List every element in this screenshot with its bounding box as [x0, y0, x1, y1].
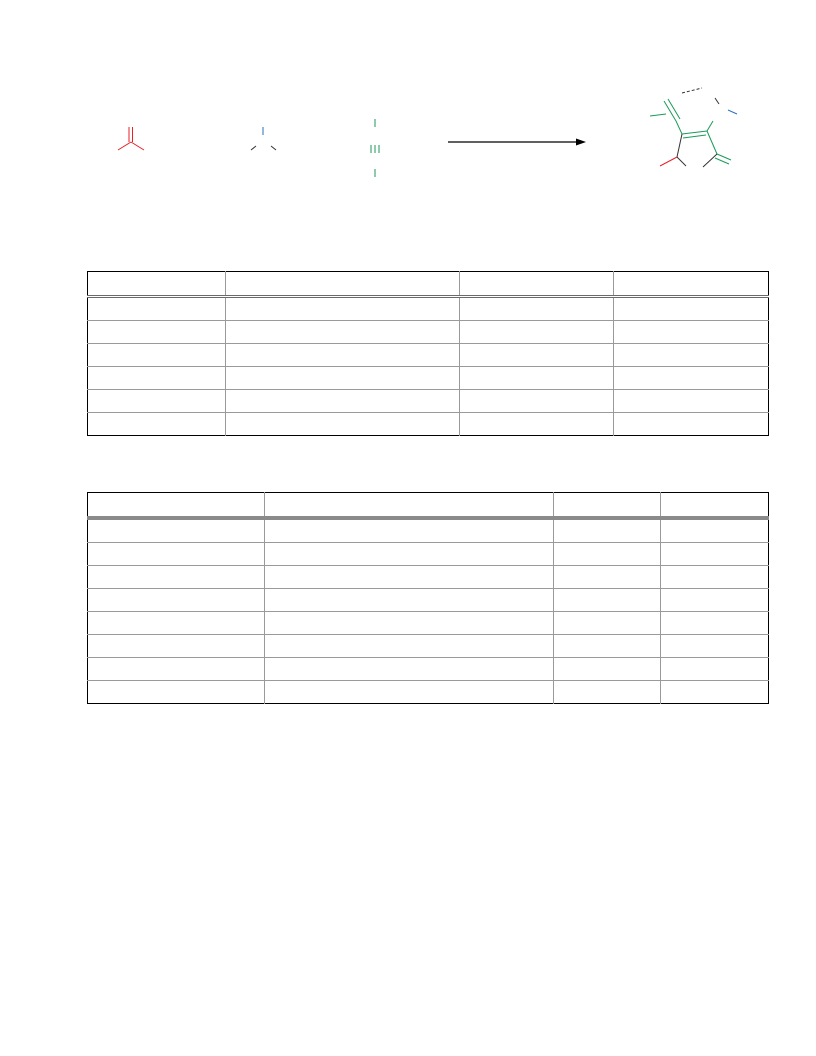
- table-cell: [554, 543, 661, 566]
- table-cell: [88, 413, 226, 436]
- table-cell: [554, 658, 661, 681]
- table-cell: [265, 589, 554, 612]
- table-cell: [614, 390, 769, 413]
- product-ring-upper-left: [676, 121, 682, 134]
- reactant-2-bond-left: [251, 146, 256, 150]
- table-cell: [265, 543, 554, 566]
- product-ring-left: [677, 134, 682, 157]
- product-structure: [650, 88, 737, 167]
- table-cell: [88, 390, 226, 413]
- table-cell: [554, 518, 661, 543]
- table-cell: [226, 321, 460, 344]
- table-row: [88, 658, 769, 681]
- product-ring-upper-right: [707, 121, 713, 131]
- product-exo-right-a: [717, 154, 731, 160]
- table-2: [87, 492, 769, 704]
- table-cell: [614, 321, 769, 344]
- table-2-header-cell: [88, 493, 265, 519]
- product-ring-double-a: [682, 131, 707, 134]
- table-cell: [88, 566, 265, 589]
- table-2-header-row: [88, 493, 769, 519]
- table-1-header-row: [88, 272, 769, 297]
- table-cell: [88, 681, 265, 704]
- table-cell: [460, 390, 614, 413]
- table-cell: [88, 658, 265, 681]
- table-cell: [88, 589, 265, 612]
- reactant-3-structure: [371, 119, 379, 177]
- table-row: [88, 589, 769, 612]
- table-cell: [226, 344, 460, 367]
- table-cell: [661, 543, 769, 566]
- table-cell: [661, 589, 769, 612]
- table-row: [88, 367, 769, 390]
- table-cell: [88, 518, 265, 543]
- table-cell: [661, 658, 769, 681]
- table-cell: [554, 566, 661, 589]
- table-cell: [614, 297, 769, 321]
- table-cell: [554, 612, 661, 635]
- table-cell: [614, 413, 769, 436]
- table-row: [88, 635, 769, 658]
- table-row: [88, 321, 769, 344]
- product-bond-red-left: [660, 157, 677, 166]
- table-cell: [88, 344, 226, 367]
- table-2-header-cell: [554, 493, 661, 519]
- table-cell: [460, 321, 614, 344]
- table-1-header-cell: [614, 272, 769, 297]
- table-cell: [661, 681, 769, 704]
- table-cell: [88, 297, 226, 321]
- product-ring-right: [707, 131, 717, 154]
- reaction-scheme: [0, 0, 816, 240]
- table-2-header-cell: [661, 493, 769, 519]
- product-exo-double-a: [664, 101, 676, 121]
- table-cell: [88, 635, 265, 658]
- table-row: [88, 518, 769, 543]
- product-exo-double-b: [668, 99, 680, 119]
- table-cell: [265, 658, 554, 681]
- product-bond-bottom-right: [703, 154, 717, 167]
- table-cell: [554, 681, 661, 704]
- product-ring-double-b: [683, 135, 706, 138]
- table-row: [88, 344, 769, 367]
- table-1: [87, 271, 769, 436]
- reactant-2-structure: [251, 127, 276, 150]
- table-row: [88, 681, 769, 704]
- table-cell: [226, 297, 460, 321]
- table-cell: [661, 566, 769, 589]
- table-row: [88, 390, 769, 413]
- reactant-1-bond-right: [131, 142, 144, 150]
- reactant-2-bond-right: [271, 146, 276, 150]
- product-dash-top: [682, 88, 702, 93]
- table-cell: [460, 344, 614, 367]
- table-cell: [554, 635, 661, 658]
- table-cell: [265, 635, 554, 658]
- product-bond-left-branch: [650, 114, 666, 116]
- table-cell: [614, 344, 769, 367]
- table-cell: [265, 612, 554, 635]
- table-cell: [226, 390, 460, 413]
- table-cell: [88, 367, 226, 390]
- table-2-header-cell: [265, 493, 554, 519]
- table-row: [88, 612, 769, 635]
- table-1-header-cell: [226, 272, 460, 297]
- table-cell: [226, 367, 460, 390]
- table-cell: [614, 367, 769, 390]
- product-bond-top-right: [715, 98, 719, 104]
- reactant-1-structure: [118, 127, 144, 150]
- product-bond-red-bottom: [677, 157, 686, 166]
- table-cell: [661, 635, 769, 658]
- table-cell: [265, 681, 554, 704]
- table-cell: [265, 518, 554, 543]
- table-cell: [661, 518, 769, 543]
- table-cell: [460, 367, 614, 390]
- table-cell: [460, 297, 614, 321]
- table-cell: [554, 589, 661, 612]
- table-row: [88, 297, 769, 321]
- table-cell: [88, 321, 226, 344]
- table-cell: [88, 612, 265, 635]
- reaction-arrow-head: [576, 139, 586, 146]
- product-exo-right-b: [715, 158, 729, 164]
- reaction-arrow: [448, 139, 586, 146]
- table-row: [88, 566, 769, 589]
- table-1-header-cell: [88, 272, 226, 297]
- table-cell: [88, 543, 265, 566]
- table-row: [88, 413, 769, 436]
- table-1-header-cell: [460, 272, 614, 297]
- table-row: [88, 543, 769, 566]
- reactant-1-bond-left: [118, 142, 131, 150]
- table-cell: [226, 413, 460, 436]
- product-bond-blue: [728, 110, 737, 114]
- table-cell: [265, 566, 554, 589]
- table-cell: [460, 413, 614, 436]
- table-cell: [661, 612, 769, 635]
